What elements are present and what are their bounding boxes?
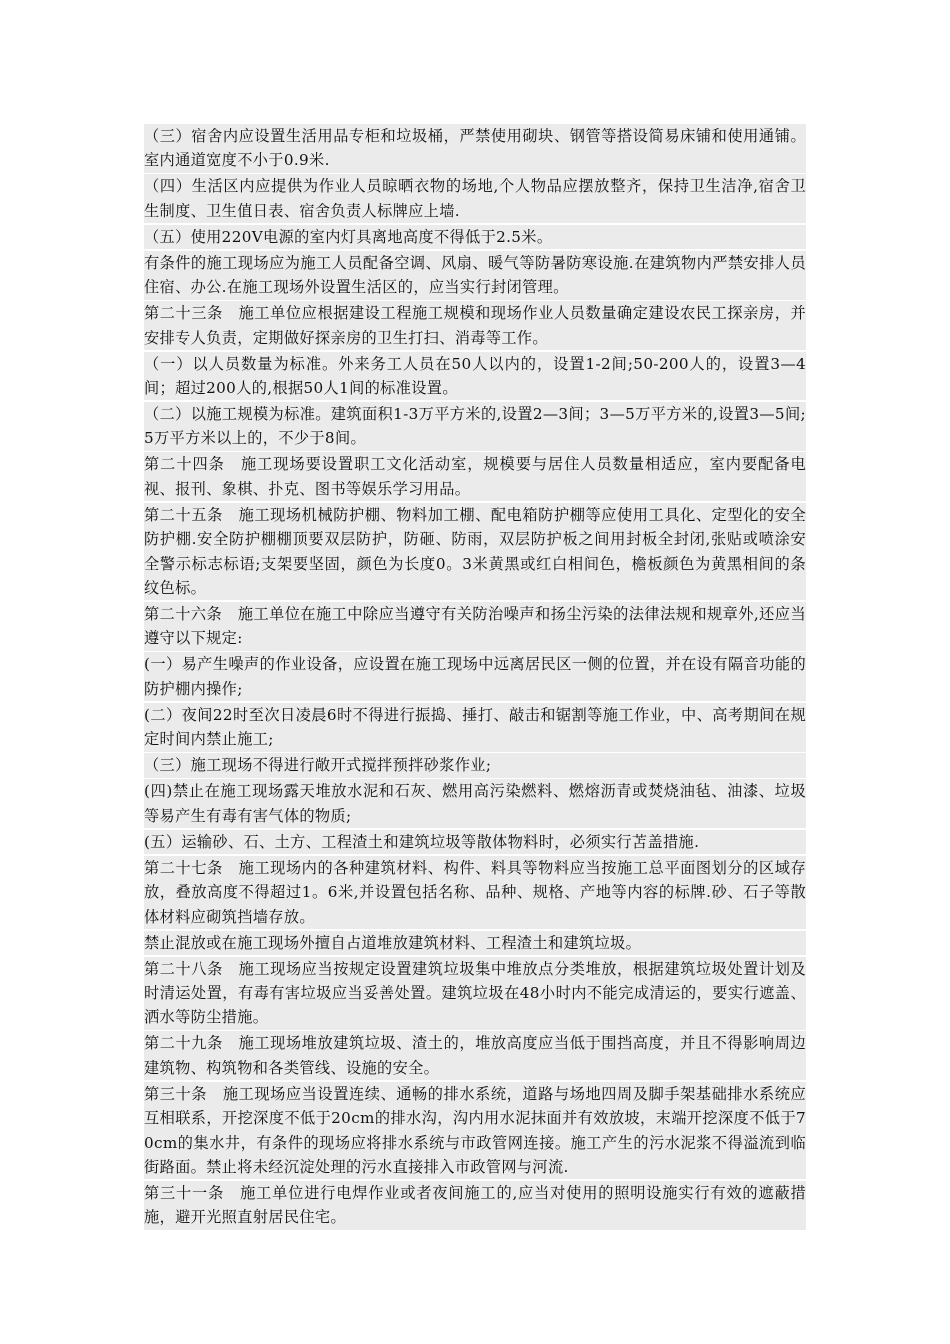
- paragraph-article-25: 第二十五条 施工现场机械防护棚、物料加工棚、配电箱防护棚等应使用工具化、定型化的安全防护棚.安全防护棚棚顶要双层防护，防砸、防雨，双层防护板之间用封板全封闭,张贴或喷涂安全警示标志标语;支架要坚固，颜色为长度0。3米黄黑或红白相间色，檐板颜色为黄黑相间的条纹色标。: [144, 503, 806, 601]
- paragraph-article-24: 第二十四条 施工现场要设置职工文化活动室，规模要与居住人员数量相适应，室内要配备电视、报刊、象棋、扑克、图书等娱乐学习用品。: [144, 452, 806, 501]
- paragraph-article-27-prohibition: 禁止混放或在施工现场外擅自占道堆放建筑材料、工程渣土和建筑垃圾。: [144, 931, 806, 955]
- paragraph-article-23: 第二十三条 施工单位应根据建设工程施工规模和现场作业人员数量确定建设农民工探亲房，并安排专人负责，定期做好探亲房的卫生打扫、消毒等工作。: [144, 301, 806, 350]
- paragraph-article-30: 第三十条 施工现场应当设置连续、通畅的排水系统，道路与场地四周及脚手架基础排水系统应互相联系，开挖深度不低于20cm的排水沟，沟内用水泥抹面并有效放坡，末端开挖深度不低于70cm的集水井，有条件的现场应将排水系统与市政管网连接。施工产生的污水泥浆不得溢流到临街路面。禁止将未经沉淀处理的污水直接排入市政管网与河流.: [144, 1082, 806, 1180]
- paragraph-article-23-item-1: （一）以人员数量为标准。外来务工人员在50人以内的，设置1-2间;50-200人的，设置3—4间；超过200人的,根据50人1间的标准设置。: [144, 352, 806, 401]
- paragraph-cooling-heating: 有条件的施工现场应为施工人员配备空调、风扇、暖气等防暑防寒设施.在建筑物内严禁安排人员住宿、办公.在施工现场外设置生活区的，应当实行封闭管理。: [144, 251, 806, 300]
- paragraph-article-29: 第二十九条 施工现场堆放建筑垃圾、渣土的，堆放高度应当低于围挡高度，并且不得影响周边建筑物、构筑物和各类管线、设施的安全。: [144, 1031, 806, 1080]
- paragraph-dorm-storage: （三）宿舍内应设置生活用品专柜和垃圾桶，严禁使用砌块、钢管等搭设简易床铺和使用通铺。室内通道宽度不小于0.9米.: [144, 124, 806, 173]
- paragraph-article-23-item-2: （二）以施工规模为标准。建筑面积1-3万平方米的,设置2—3间；3—5万平方米的,设置3—5间;5万平方米以上的，不少于8间。: [144, 402, 806, 451]
- paragraph-article-26: 第二十六条 施工单位在施工中除应当遵守有关防治噪声和扬尘污染的法律法规和规章外,还应当遵守以下规定:: [144, 602, 806, 651]
- paragraph-drying-area: （四）生活区内应提供为作业人员晾晒衣物的场地,个人物品应摆放整齐，保持卫生洁净,宿舍卫生制度、卫生值日表、宿舍负责人标牌应上墙.: [144, 174, 806, 223]
- paragraph-lighting-height: （五）使用220V电源的室内灯具离地高度不得低于2.5米。: [144, 225, 806, 249]
- paragraph-article-26-item-4: (四)禁止在施工现场露天堆放水泥和石灰、燃用高污染燃料、燃熔沥青或焚烧油毡、油漆、垃圾等易产生有毒有害气体的物质;: [144, 779, 806, 828]
- paragraph-article-26-item-5: (五）运输砂、石、土方、工程渣土和建筑垃圾等散体物料时，必须实行苫盖措施.: [144, 830, 806, 854]
- document-page: [144, 124, 806, 1231]
- paragraph-article-26-item-2: (二）夜间22时至次日凌晨6时不得进行振捣、捶打、敲击和锯割等施工作业，中、高考期间在规定时间内禁止施工;: [144, 703, 806, 752]
- paragraph-article-28: 第二十八条 施工现场应当按规定设置建筑垃圾集中堆放点分类堆放，根据建筑垃圾处置计划及时清运处置，有毒有害垃圾应当妥善处置。建筑垃圾在48小时内不能完成清运的，要实行遮盖、洒水等防尘措施。: [144, 957, 806, 1030]
- paragraph-article-31: 第三十一条 施工单位进行电焊作业或者夜间施工的,应当对使用的照明设施实行有效的遮蔽措施，避开光照直射居民住宅。: [144, 1181, 806, 1230]
- paragraph-article-27: 第二十七条 施工现场内的各种建筑材料、构件、料具等物料应当按施工总平面图划分的区域存放，叠放高度不得超过1。6米,并设置包括名称、品种、规格、产地等内容的标牌.砂、石子等散体材料应砌筑挡墙存放。: [144, 856, 806, 929]
- paragraph-article-26-item-3: （三）施工现场不得进行敞开式搅拌预拌砂浆作业;: [144, 753, 806, 777]
- paragraph-article-26-item-1: (一）易产生噪声的作业设备，应设置在施工现场中远离居民区一侧的位置，并在设有隔音功能的防护棚内操作;: [144, 652, 806, 701]
